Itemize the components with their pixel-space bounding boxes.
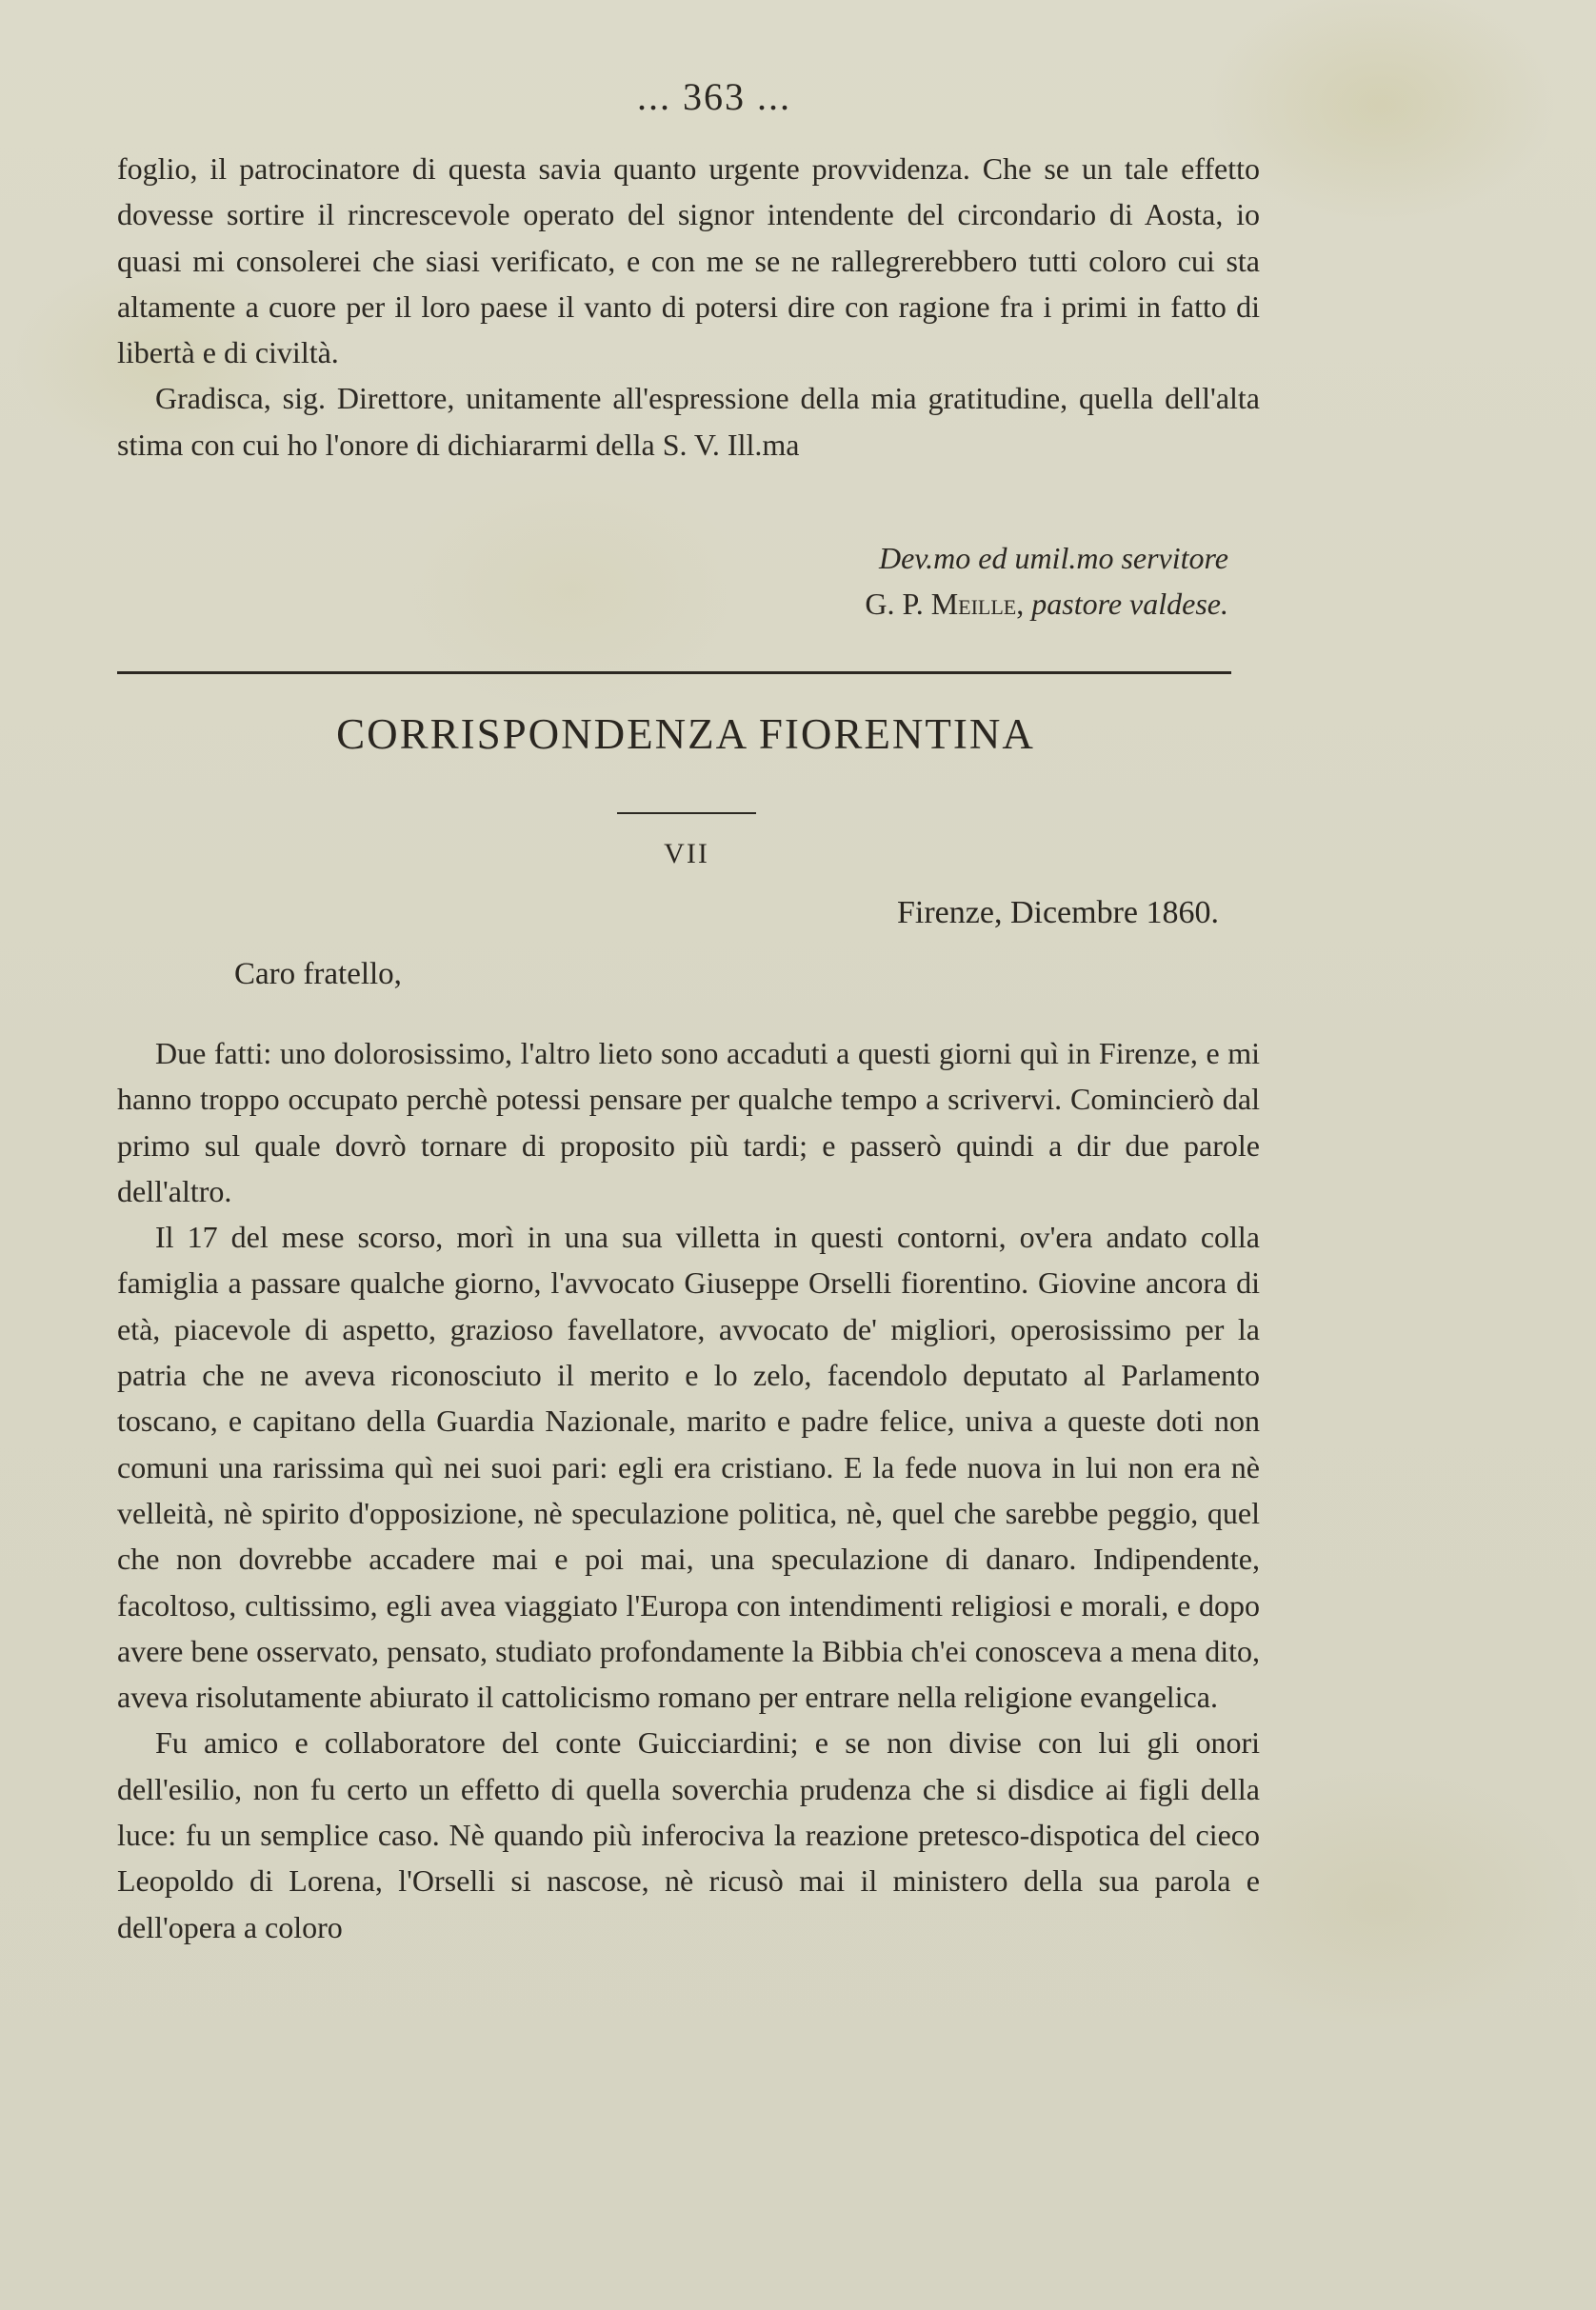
signature-name: Meille <box>930 587 1017 621</box>
letter-paragraph-1: foglio, il patrocinatore di questa savia quanto urgente provvidenza. Che se un tale effetto dovesse sortire il rincrescevole operato del signor intendente del circondario di Aosta, io quasi mi consolerei che siasi verificato, e con me se ne rallegrerebbero tutti coloro cui sta altamente a cuore per il loro paese il vanto di potersi dire con ragione fra i primi in fatto di libertà e di civiltà. <box>117 151 1260 370</box>
section-body-text <box>117 1030 1260 1950</box>
section-paragraph-2: Il 17 del mese scorso, morì in una sua villetta in questi contorni, ov'era andato colla famiglia a passare qualche giorno, l'avvocato Giuseppe Orselli fiorentino. Giovine ancora di età, piacevole di aspetto, grazioso favellatore, avvocato de' migliori, operosissimo per la patria che ne aveva riconosciuto il merito e lo zelo, facendolo deputato al Parlamento toscano, e capitano della Guardia Nazionale, marito e padre felice, univa a queste doti non comuni una rarissima quì nei suoi pari: egli era cristiano. E la fede nuova in lui non era nè velleità, nè spirito d'opposizione, nè speculazione politica, nè, quel che sarebbe peggio, quel che non dovrebbe accadere mai e poi mai, una speculazione di danaro. Indipendente, facoltoso, cultissimo, egli avea viaggiato l'Europa con intendimenti religiosi e morali, e dopo avere bene osservato, pensato, studiato profondamente la Bibbia ch'ei conosceva a mena dito, aveva risolutamente abiurato il cattolicismo romano per entrare nella religione evangelica. <box>117 1220 1260 1715</box>
page-header: ... 363 ... <box>637 75 791 118</box>
signature-title: pastore valdese. <box>1031 587 1228 621</box>
signature-initials: G. P. <box>865 587 924 621</box>
dateline: Firenze, Dicembre 1860. <box>897 895 1219 930</box>
letter-closing: Dev.mo ed umil.mo servitore <box>878 541 1228 575</box>
section-paragraph-1: Due fatti: uno dolorosissimo, l'altro lieto sono accaduti a questi giorni quì in Firenze, e mi hanno troppo occupato perchè potessi pensare per qualche tempo a scrivervi. Comincierò dal primo sul quale dovrò tornare di proposito più tardi; e passerò quindi a dir due parole dell'altro. <box>117 1036 1260 1208</box>
section-title: CORRISPONDENZA FIORENTINA <box>336 710 1035 758</box>
section-paragraph-3: Fu amico e collaboratore del conte Guicciardini; e se non divise con lui gli onori dell'esilio, non fu certo un effetto di quella soverchia prudenza che si disdice ai figli della luce: fu un semplice caso. Nè quando più inferociva la reazione pretesco-dispotica del cieco Leopoldo di Lorena, l'Orselli si nascose, nè ricusò mai il ministero della sua parola e dell'opera a coloro <box>117 1725 1260 1944</box>
section-divider <box>117 671 1231 674</box>
letter-end-text <box>117 146 1260 468</box>
section-numeral: VII <box>664 838 709 869</box>
letter-paragraph-2: Gradisca, sig. Direttore, unitamente all'espressione della mia gratitudine, quella dell'alta stima con cui ho l'onore di dichiararmi della S. V. Ill.ma <box>117 381 1260 462</box>
salutation: Caro fratello, <box>234 957 402 991</box>
letter-signature: G. P. Meille, pastore valdese. <box>865 587 1228 621</box>
title-underline <box>617 812 756 814</box>
